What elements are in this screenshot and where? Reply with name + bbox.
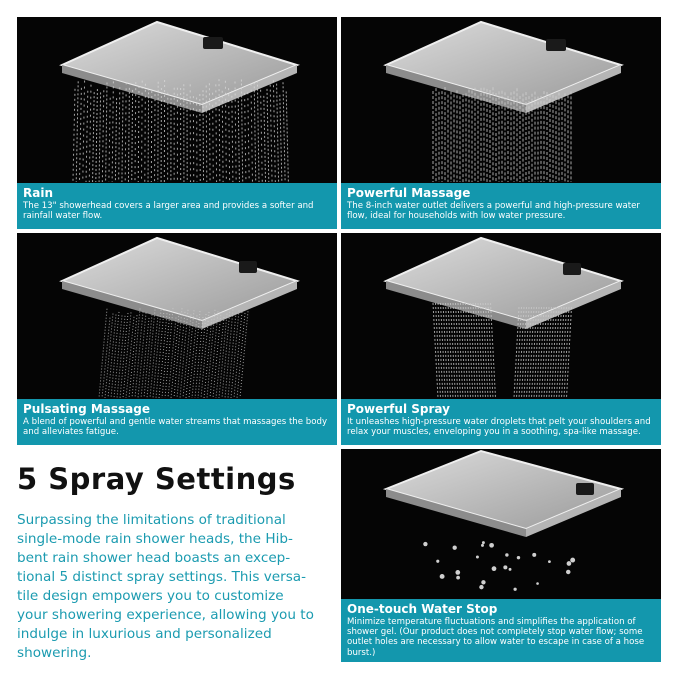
panel-description: It unleashes high-pressure water droplets that pelt your shoulders and relax your muscles, enveloping you in a soothing, spa-like massage. bbox=[347, 417, 651, 438]
spray-panel-powerful-spray bbox=[341, 233, 661, 445]
panel-description: The 8-inch water outlet delivers a powerful and high-pressure water flow, ideal for households with low water pressure. bbox=[347, 201, 640, 222]
panel-title: Powerful Spray bbox=[347, 402, 450, 416]
section-body-text: Surpassing the limitations of traditional single-mode rain shower heads, the Hib-bent rain shower head boasts an excep-tional 5 distinct spray settings. This versa-tile design empowers you to customize your showering experience, allowing you to indulge in luxurious and personalized showering. bbox=[17, 512, 314, 661]
panel-description: A blend of powerful and gentle water streams that massages the body and alleviates fatigue. bbox=[23, 417, 328, 438]
spray-panel-water-stop bbox=[341, 449, 661, 662]
caption-water-stop bbox=[341, 599, 661, 662]
section-heading: 5 Spray Settings bbox=[17, 462, 296, 496]
spray-panel-powerful-massage bbox=[341, 17, 661, 229]
panel-title: Powerful Massage bbox=[347, 186, 471, 200]
caption-powerful-massage bbox=[341, 183, 661, 229]
panel-description: Minimize temperature fluctuations and simplifies the application of shower gel. (Our product does not completely stop water flow; some outlet holes are necessary to allow water to escape in case of a hose burst.) bbox=[347, 617, 645, 658]
caption-powerful-spray bbox=[341, 399, 661, 445]
panel-title: Rain bbox=[23, 186, 53, 200]
spray-panel-pulsating-massage bbox=[17, 233, 337, 445]
caption-rain bbox=[17, 183, 337, 229]
panel-description: The 13" showerhead covers a larger area and provides a softer and rainfall water flow. bbox=[23, 201, 314, 222]
spray-panel-rain bbox=[17, 17, 337, 229]
panel-title: One-touch Water Stop bbox=[347, 602, 498, 616]
panel-title: Pulsating Massage bbox=[23, 402, 151, 416]
caption-pulsating-massage bbox=[17, 399, 337, 445]
